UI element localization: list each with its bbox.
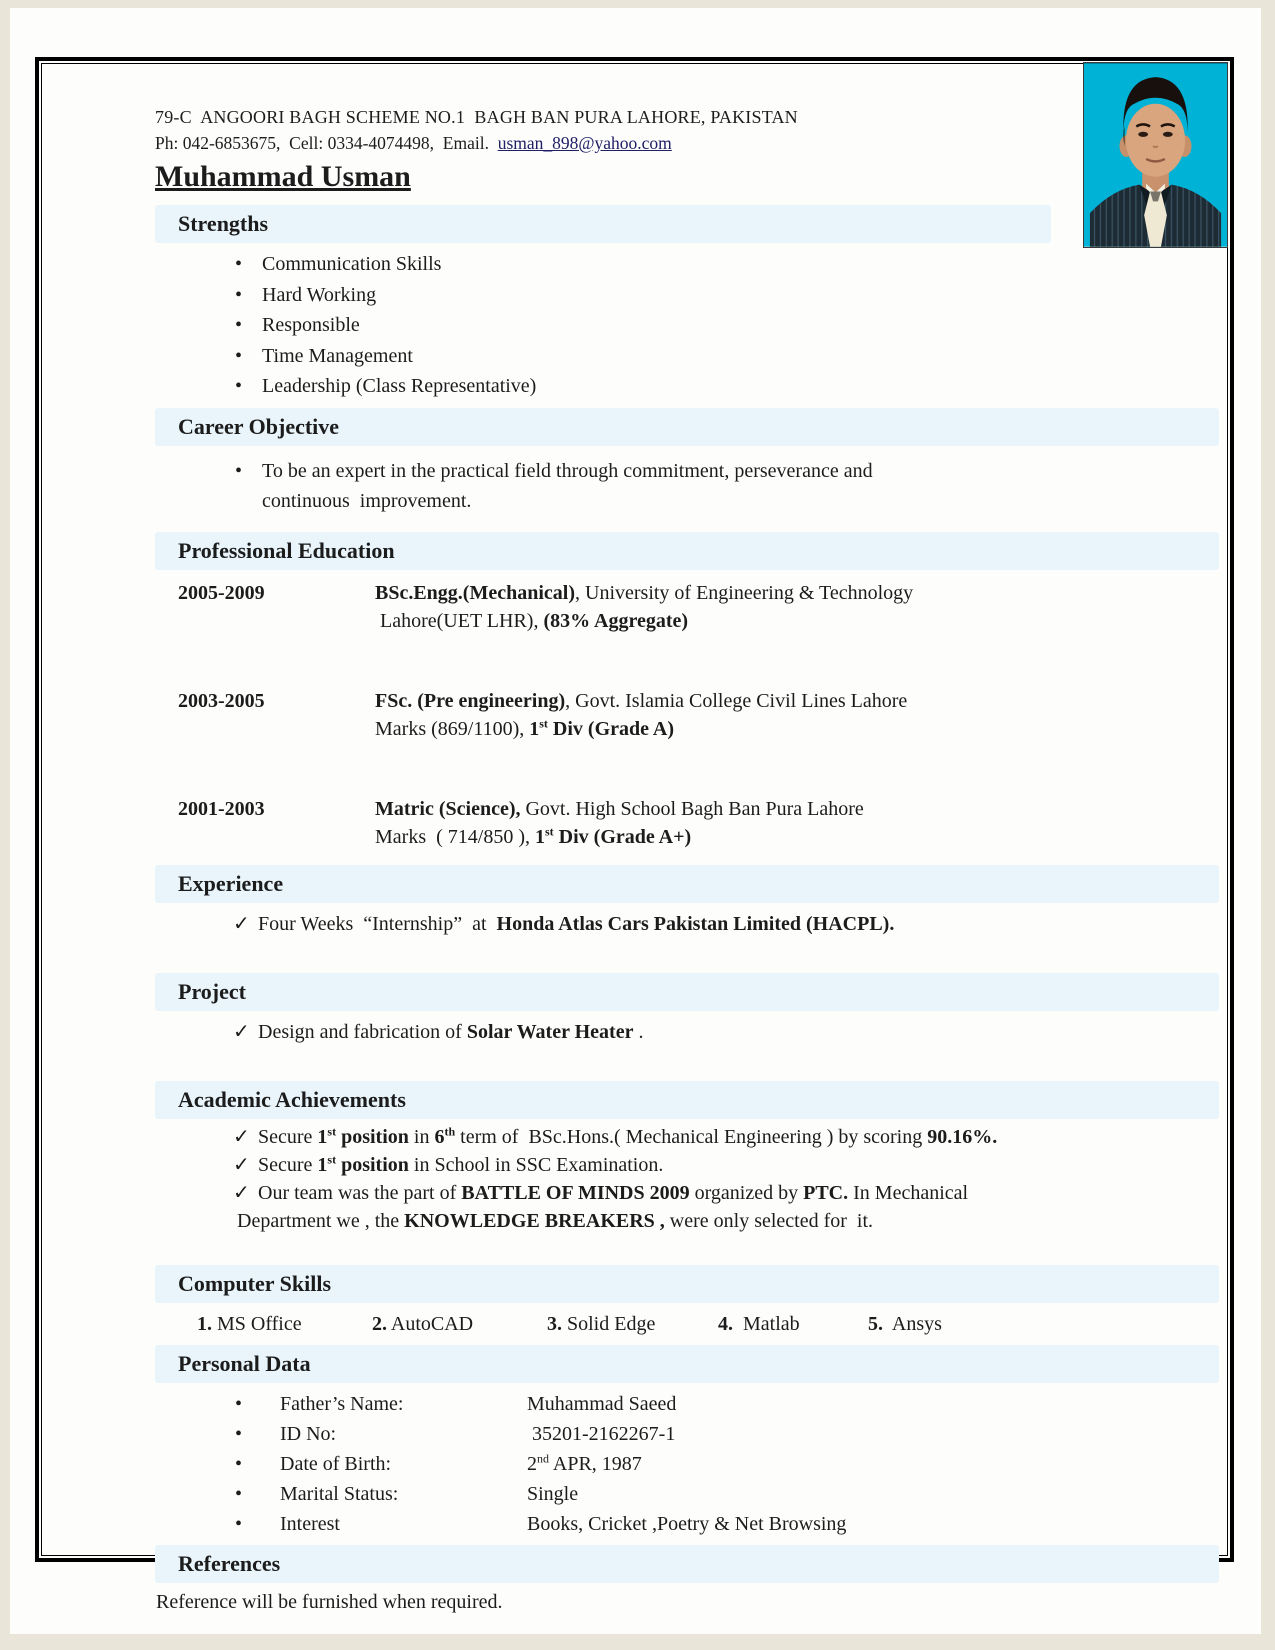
achievement-text: term of BSc.Hons.( Mechanical Engineering ) by scoring [455,1125,928,1148]
skill-item [372,1309,547,1339]
achievement-text: Our team was the part of [258,1181,462,1204]
field-label: Father’s Name: [280,1392,404,1415]
bullet-icon: • [235,1422,243,1445]
marks-text: Lahore(UET LHR), [375,609,544,632]
grade-text: 1 [534,825,545,848]
achievement-text: organized by [689,1181,804,1204]
section-title: Career Objective [178,413,340,439]
check-icon: ✓ [233,1125,250,1148]
grade-text: Div (Grade A) [547,717,675,740]
skill-label: AutoCAD [387,1312,474,1335]
section-title: References [178,1550,281,1576]
section-heading-project [155,973,1219,1011]
bullet-icon: • [235,1392,243,1415]
institution-text: , Govt. Islamia College Civil Lines Lahore [565,689,908,712]
section-title: Academic Achievements [178,1086,406,1112]
skill-label: Ansys [883,1312,942,1335]
skill-label: Matlab [733,1312,800,1335]
personal-data-row [155,1419,1219,1449]
institution-text: Govt. High School Bagh Ban Pura Lahore [520,797,864,820]
section-heading-strengths [155,205,1051,243]
list-item [155,371,1219,402]
list-item [155,310,1219,341]
project-text: Design and fabrication of [258,1020,467,1043]
education-years: 2001-2003 [178,797,265,820]
achievement-text: were only selected for it. [664,1209,874,1232]
section-heading-personal-data [155,1345,1219,1383]
achievement-item-continued [237,1207,1219,1235]
personal-data-list [155,1389,1219,1539]
section-heading-references [155,1545,1219,1583]
skill-item [547,1309,718,1339]
strength-text: Responsible [262,314,360,336]
achievement-text: PTC. [803,1181,849,1204]
achievement-text: 1 [317,1153,328,1176]
personal-data-row [155,1389,1219,1419]
strength-text: Communication Skills [262,253,442,275]
strength-text: Hard Working [262,283,377,306]
section-heading-professional-education [155,532,1219,570]
achievement-text: position [336,1153,409,1176]
check-icon: ✓ [233,1020,250,1043]
references-text: Reference will be furnished when required. [156,1590,503,1613]
institution-text: , University of Engineering & Technology [575,581,914,604]
achievement-text: In Mechanical [848,1181,969,1204]
education-detail [375,579,1219,635]
contact-line [155,130,1219,156]
bullet-icon: • [235,1512,243,1535]
achievement-text: KNOWLEDGE BREAKERS , [404,1209,665,1232]
bullet-icon: • [235,283,243,306]
achievement-item [155,1123,1219,1151]
achievement-item [155,1179,1219,1207]
education-row [155,687,1219,743]
bullet-icon: • [235,459,243,482]
bullet-icon: • [235,1482,243,1505]
strength-text: Leadership (Class Representative) [262,375,537,397]
achievement-text: position [336,1125,409,1148]
experience-text: Four Weeks “Internship” at [258,912,497,935]
achievement-text: BATTLE OF MINDS 2009 [461,1181,690,1204]
skill-number: 4. [718,1312,733,1335]
bullet-icon: • [235,253,243,275]
address-line: 79-C ANGOORI BAGH SCHEME NO.1 BAGH BAN PURA LAHORE, PAKISTAN [155,107,798,127]
skill-number: 1. [197,1312,212,1335]
dob-day: 2 [527,1452,537,1475]
ordinal-suffix: st [539,715,548,730]
achievement-text: in School in SSC Examination. [408,1153,664,1176]
bullet-icon: • [235,375,243,397]
section-title: Professional Education [178,537,395,563]
education-years: 2003-2005 [178,689,265,712]
strength-text: Time Management [262,344,413,367]
education-row [155,795,1219,851]
achievement-text: Secure [258,1125,318,1148]
field-value: 35201-2162267-1 [527,1422,676,1445]
check-icon: ✓ [233,1181,250,1204]
achievement-text: 6 [434,1125,445,1148]
dob-rest: APR, 1987 [549,1452,642,1475]
field-label: Interest [280,1512,340,1535]
personal-data-row [155,1509,1219,1539]
experience-item [155,909,1219,939]
grade-text: (83% Aggregate) [543,609,689,632]
section-heading-career-objective [155,408,1219,446]
achievement-text: 1 [317,1125,328,1148]
section-title: Personal Data [178,1350,311,1376]
section-title: Strengths [178,211,269,236]
skill-label: MS Office [212,1312,302,1335]
email-link[interactable]: usman_898@yahoo.com [497,133,672,153]
achievement-text: in [408,1125,435,1148]
field-label: Marital Status: [280,1482,399,1505]
objective-line: To be an expert in the practical field through commitment, perseverance and [262,459,873,482]
section-heading-experience [155,865,1219,903]
section-title: Project [178,978,246,1004]
personal-data-row [155,1449,1219,1479]
bullet-icon: • [235,344,243,367]
phone-cell-email-text: Ph: 042-6853675, Cell: 0334-4074498, Email. [155,133,498,153]
education-detail [375,795,1219,851]
list-item [155,341,1219,372]
field-value [527,1449,642,1479]
list-item [155,280,1219,311]
profile-photo [1083,62,1228,248]
ordinal-suffix: st [327,1123,337,1138]
project-text: . [633,1020,644,1043]
bullet-icon: • [235,1452,243,1475]
grade-text: 1 [529,717,540,740]
career-objective-text [155,456,1219,516]
section-heading-computer-skills [155,1265,1219,1303]
skill-item [197,1309,372,1339]
field-label: ID No: [280,1422,337,1445]
skill-item [868,1309,942,1339]
bullet-icon: • [235,314,243,336]
objective-line: continuous improvement. [262,489,472,512]
skill-number: 5. [868,1312,883,1335]
grade-text: Div (Grade A+) [553,825,692,848]
person-name: Muhammad Usman [155,160,411,193]
skill-item [718,1309,868,1339]
achievement-text: Department we , the [237,1209,405,1232]
education-years: 2005-2009 [178,581,265,604]
strengths-list [155,249,1219,402]
education-row [155,579,1219,635]
computer-skills-list [197,1309,1219,1339]
project-item [155,1017,1219,1047]
degree-text: Matric (Science), [375,797,521,820]
project-title-text: Solar Water Heater [466,1020,634,1043]
field-value: Single [527,1482,579,1505]
ordinal-suffix: st [327,1151,337,1166]
section-heading-academic-achievements [155,1081,1219,1119]
skill-number: 3. [547,1312,562,1335]
check-icon: ✓ [233,1153,250,1176]
page-sheet [10,8,1261,1634]
section-title: Experience [178,870,284,896]
achievement-text: 90.16%. [927,1125,998,1148]
marks-text: Marks ( 714/850 ), [375,825,535,848]
profile-photo-image [1084,63,1227,247]
achievement-text: Secure [258,1153,318,1176]
section-title: Computer Skills [178,1270,332,1296]
field-label: Date of Birth: [280,1452,392,1475]
list-item [155,249,1219,280]
page-border-inner [41,63,1228,1613]
company-name: Honda Atlas Cars Pakistan Limited (HACPL). [496,912,895,935]
page-border-frame [35,57,1234,1613]
marks-text: Marks (869/1100), [375,717,530,740]
degree-text: BSc.Engg.(Mechanical) [375,581,575,604]
resume-content [42,64,1227,1616]
personal-data-row [155,1479,1219,1509]
ordinal-suffix: st [544,823,554,838]
degree-text: FSc. (Pre engineering) [375,689,566,712]
skill-label: Solid Edge [562,1312,656,1335]
check-icon: ✓ [233,912,250,935]
skill-number: 2. [372,1312,387,1335]
achievement-item [155,1151,1219,1179]
ordinal-suffix: nd [537,1450,549,1465]
education-detail [375,687,1219,743]
field-value: Books, Cricket ,Poetry & Net Browsing [527,1512,847,1535]
field-value: Muhammad Saeed [527,1392,677,1415]
ordinal-suffix: th [444,1123,456,1138]
